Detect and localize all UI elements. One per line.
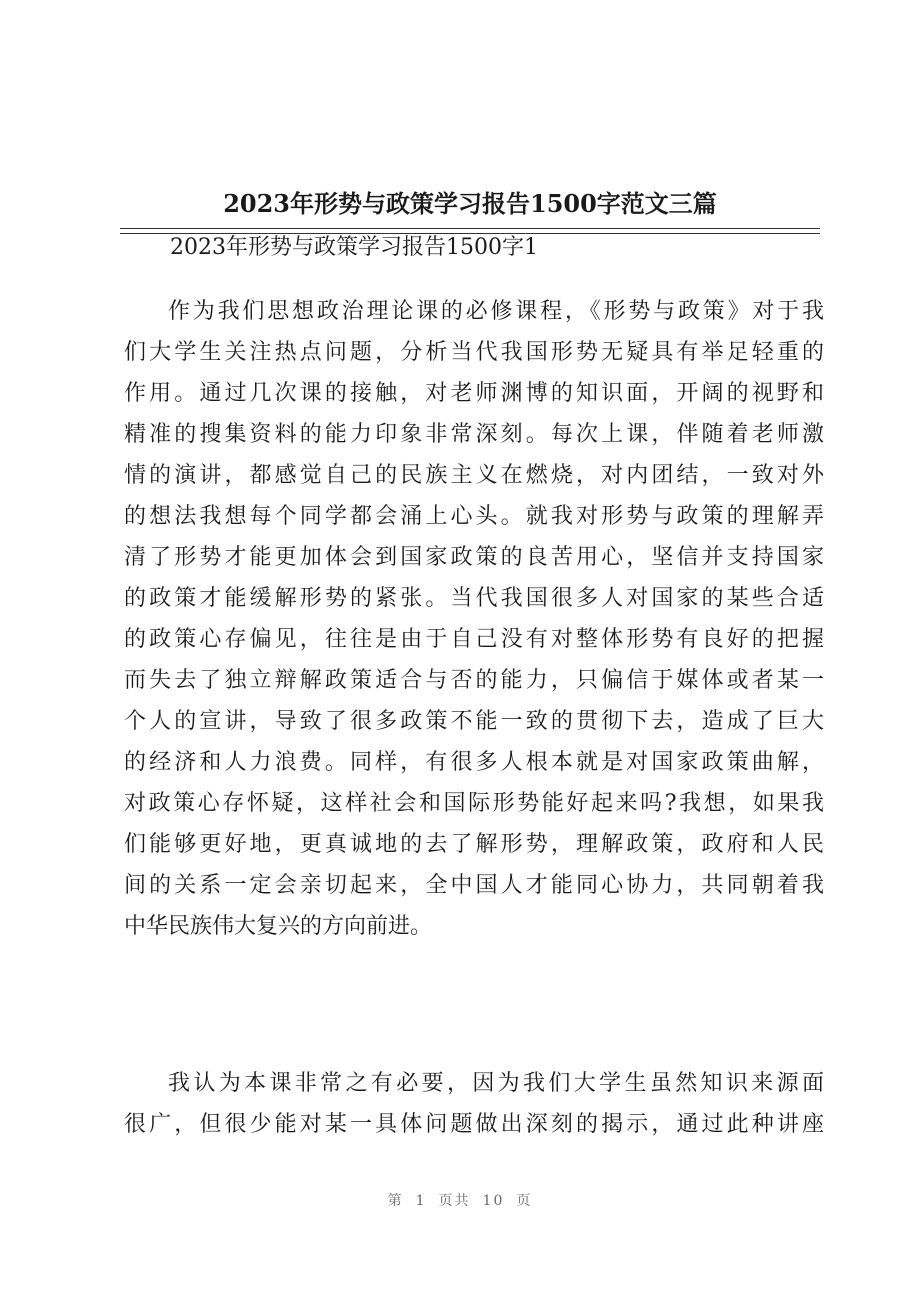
paragraph-line: 对政策心存怀疑，这样社会和国际形势能好起来吗?我想，如果我 (124, 791, 824, 816)
section-heading: 2023年形势与政策学习报告1500字1 (170, 235, 538, 260)
paragraph-line: 的政策心存偏见，往往是由于自己没有对整体形势有良好的把握 (124, 627, 824, 652)
paragraph-line: 很广，但很少能对某一具体问题做出深刻的揭示，通过此种讲座 (124, 1112, 824, 1137)
page-footer (0, 1190, 920, 1210)
paragraph-line: 的政策才能缓解形势的紧张。当代我国很多人对国家的某些合适 (124, 586, 824, 611)
paragraph-line: 情的演讲，都感觉自己的民族主义在燃烧，对内团结，一致对外 (124, 463, 824, 488)
paragraph-line: 间的关系一定会亲切起来，全中国人才能同心协力，共同朝着我 (124, 873, 824, 898)
page-number: 1 (415, 1193, 427, 1209)
paragraph-line: 的经济和人力浪费。同样，有很多人根本就是对国家政策曲解， (124, 750, 824, 775)
page-label-middle: 页共 (438, 1193, 471, 1209)
paragraph-line: 的想法我想每个同学都会涌上心头。就我对形势与政策的理解弄 (124, 504, 824, 529)
page-label-prefix: 第 (387, 1193, 404, 1209)
paragraph-line: 们能够更好地，更真诚地的去了解形势，理解政策，政府和人民 (124, 832, 824, 857)
paragraph-line: 个人的宣讲，导致了很多政策不能一致的贯彻下去，造成了巨大 (124, 709, 824, 734)
paragraph-line: 中华民族伟大复兴的方向前进。 (124, 914, 433, 939)
paragraph-1 (124, 291, 824, 947)
total-pages: 10 (482, 1193, 505, 1209)
paragraph-2 (124, 1063, 824, 1145)
paragraph-line: 们大学生关注热点问题，分析当代我国形势无疑具有举足轻重的 (124, 340, 824, 365)
paragraph-line: 我认为本课非常之有必要，因为我们大学生虽然知识来源面 (168, 1071, 824, 1096)
paragraph-line: 作用。通过几次课的接触，对老师渊博的知识面，开阔的视野和 (124, 381, 824, 406)
paragraph-line: 精准的搜集资料的能力印象非常深刻。每次上课，伴随着老师激 (124, 422, 824, 447)
paragraph-line: 而失去了独立辩解政策适合与否的能力，只偏信于媒体或者某一 (124, 668, 824, 693)
paragraph-line: 作为我们思想政治理论课的必修课程，《形势与政策》对于我 (168, 299, 824, 324)
document-title: 2023年形势与政策学习报告1500字范文三篇 (223, 189, 717, 218)
page-label-suffix: 页 (516, 1193, 533, 1209)
paragraph-line: 清了形势才能更加体会到国家政策的良苦用心，坚信并支持国家 (124, 545, 824, 570)
